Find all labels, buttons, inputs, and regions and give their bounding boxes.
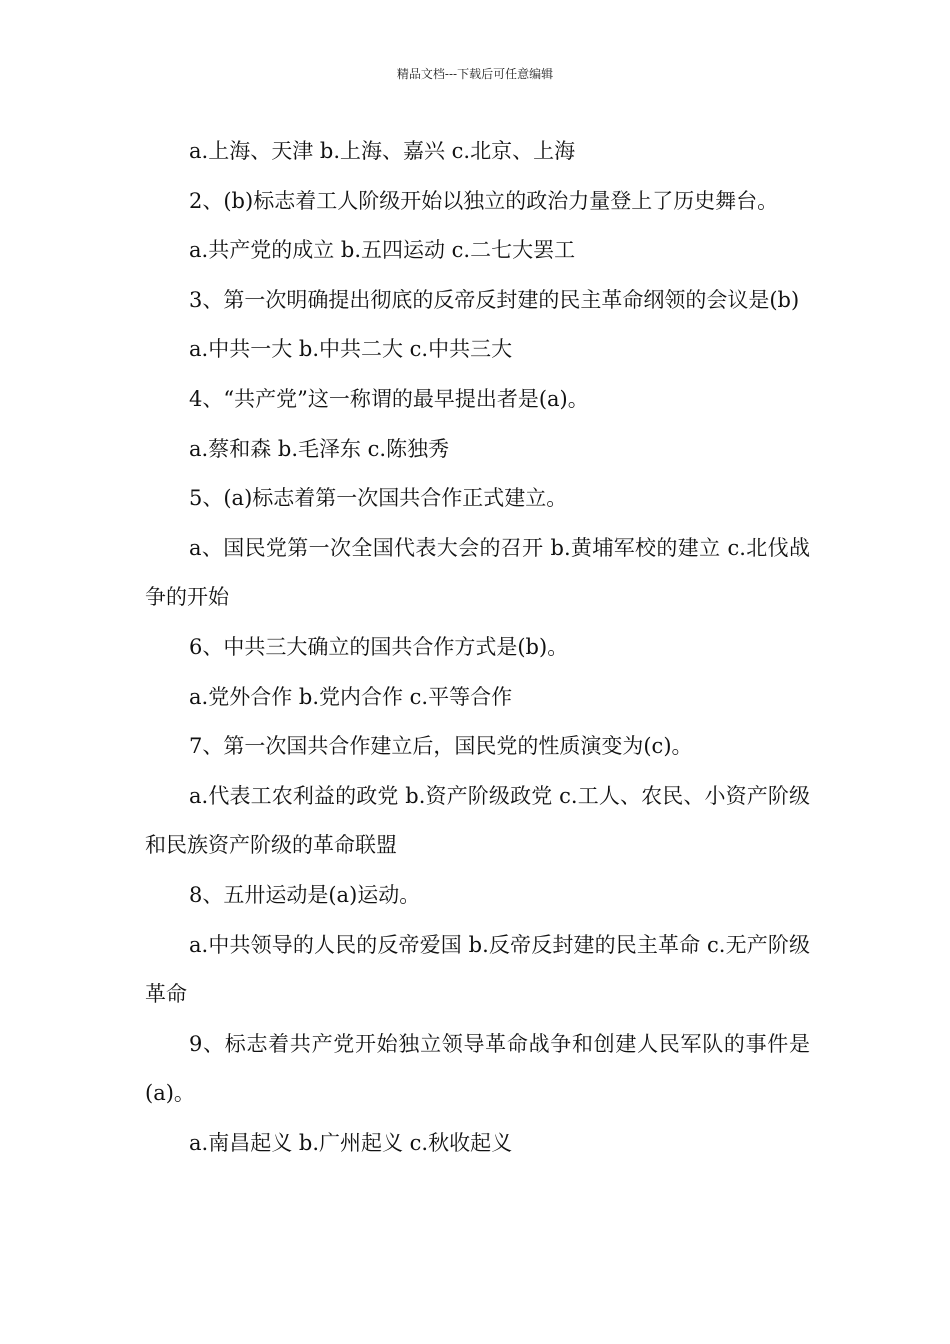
answer-options-q1: a.上海、天津 b.上海、嘉兴 c.北京、上海: [189, 139, 576, 163]
answer-options-q8: a.中共领导的人民的反帝爱国 b.反帝反封建的民主革命 c.无产阶级革命: [145, 932, 810, 1007]
question-4: 4、“共产党”这一称谓的最早提出者是(a)。: [189, 386, 589, 411]
answer-options-q6: a.党外合作 b.党内合作 c.平等合作: [189, 684, 513, 709]
question-6: 6、中共三大确立的国共合作方式是(b)。: [189, 634, 569, 659]
answer-options-q9: a.南昌起义 b.广州起义 c.秋收起义: [189, 1130, 513, 1155]
question-3: 3、第一次明确提出彻底的反帝反封建的民主革命纲领的会议是(b): [189, 287, 800, 312]
document-body: [145, 127, 810, 1168]
answer-options-q2: a.共产党的成立 b.五四运动 c.二七大罢工: [189, 238, 576, 263]
question-5: 5、(a)标志着第一次国共合作正式建立。: [189, 486, 568, 511]
question-7: 7、第一次国共合作建立后，国民党的性质演变为(c)。: [189, 734, 693, 759]
question-8: 8、五卅运动是(a)运动。: [189, 882, 421, 907]
question-2: 2、(b)标志着工人阶级开始以独立的政治力量登上了历史舞台。: [189, 188, 779, 213]
answer-options-q4: a.蔡和森 b.毛泽东 c.陈独秀: [189, 436, 450, 461]
answer-options-q7: a.代表工农利益的政党 b.资产阶级政党 c.工人、农民、小资产阶级和民族资产阶级的革命联盟: [145, 783, 810, 858]
answer-options-q3: a.中共一大 b.中共二大 c.中共三大: [189, 337, 513, 362]
answer-options-q5: a、国民党第一次全国代表大会的召开 b.黄埔军校的建立 c.北伐战争的开始: [145, 535, 810, 610]
question-9: 9、标志着共产党开始独立领导革命战争和创建人民军队的事件是(a)。: [145, 1031, 810, 1106]
page-header: 精品文档---下载后可任意编辑: [396, 67, 554, 81]
